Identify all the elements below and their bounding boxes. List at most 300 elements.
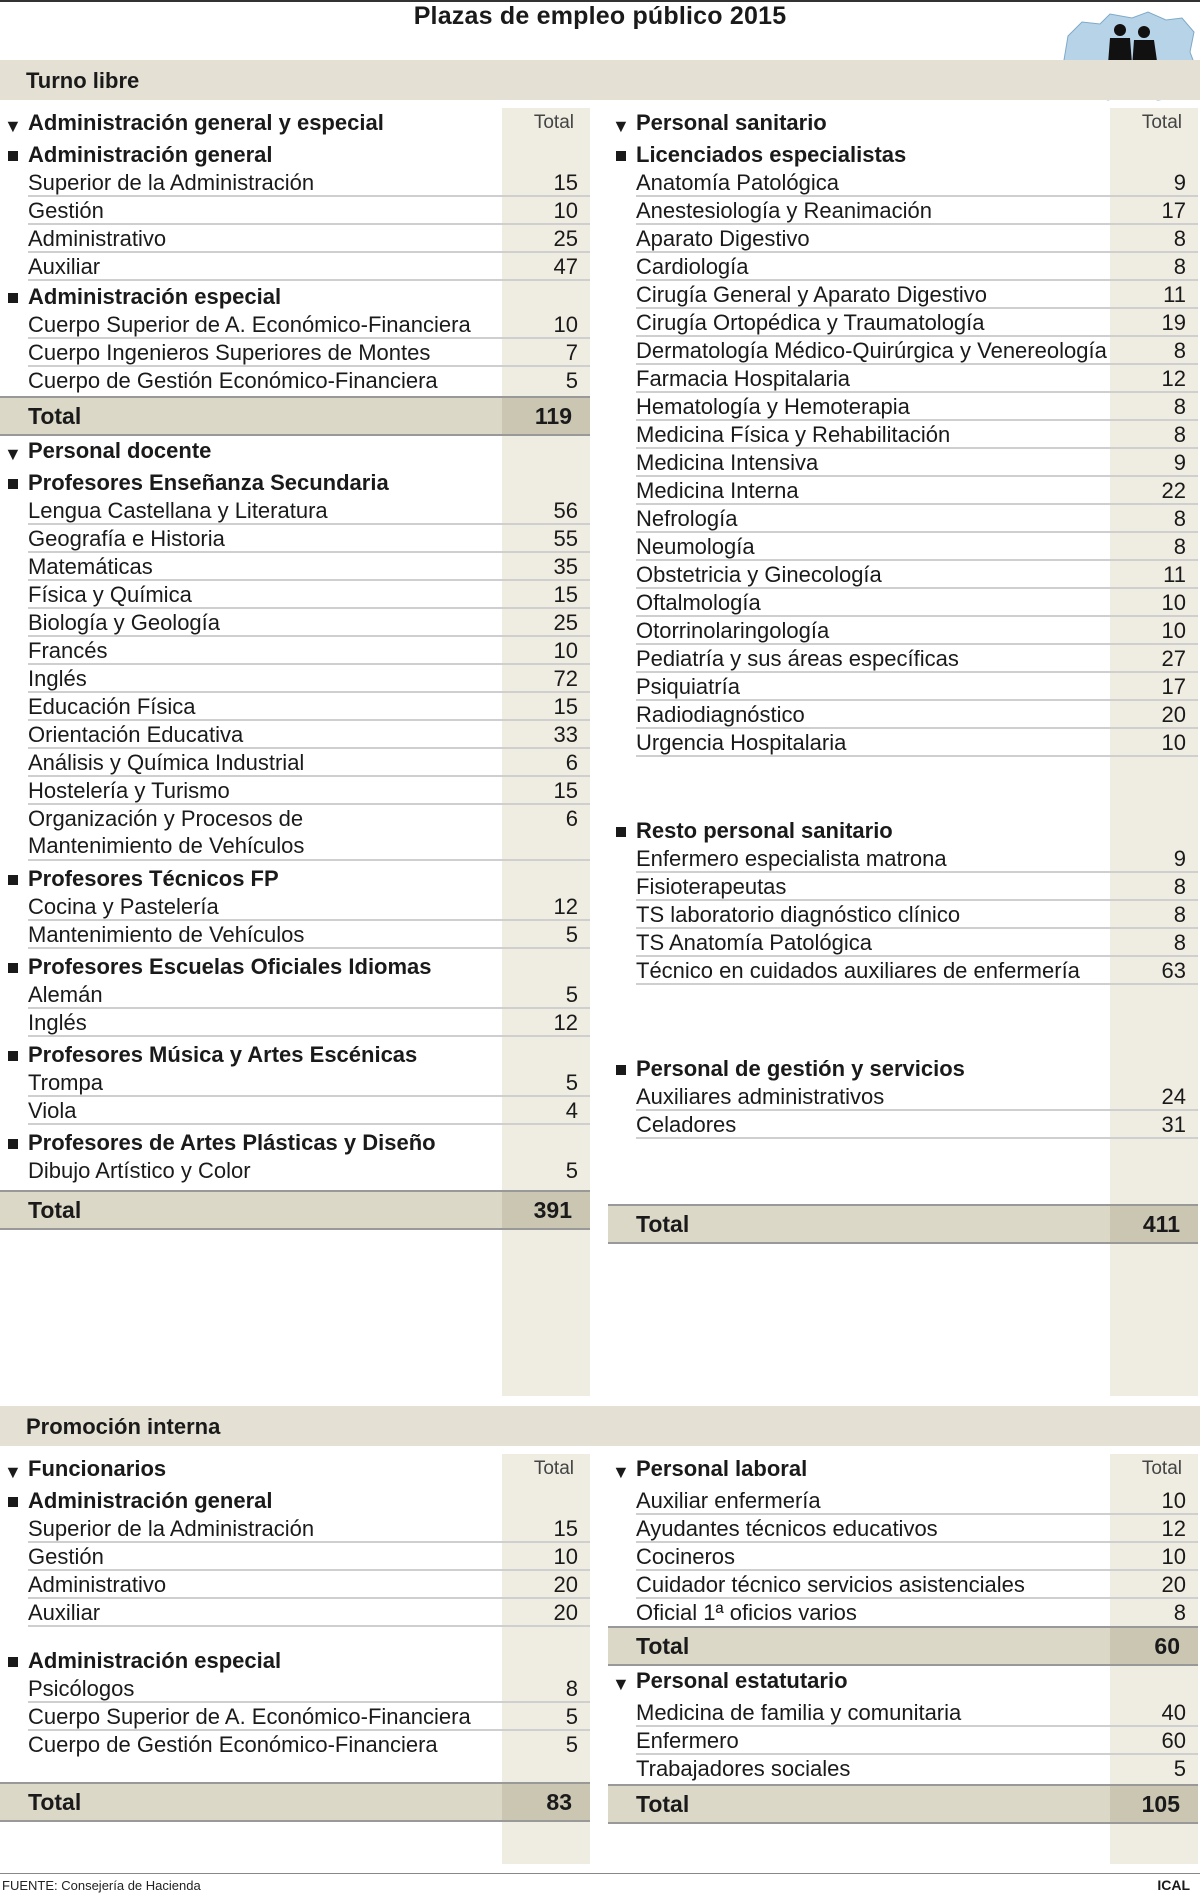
row-label: Superior de la Administración (28, 170, 315, 195)
row-value: 6 (565, 750, 578, 775)
table-row (608, 900, 1198, 930)
table-row (608, 476, 1198, 506)
table-row (0, 580, 590, 610)
table-row (608, 616, 1198, 646)
row-label: Fisioterapeutas (636, 874, 787, 899)
row-value: 5 (565, 1158, 578, 1183)
triangle-icon: ▼ (4, 444, 22, 464)
row-value: 9 (1173, 450, 1186, 475)
row-value: 22 (1161, 478, 1186, 503)
square-bullet-icon (8, 1657, 18, 1667)
row-value: 20 (553, 1572, 578, 1597)
row-label: Enfermero (636, 1728, 739, 1753)
row-value: 17 (1161, 674, 1186, 699)
row-label: Orientación Educativa (28, 722, 244, 747)
row-label-line2: Mantenimiento de Vehículos (28, 833, 305, 858)
source-note: FUENTE: Consejería de Hacienda (2, 1878, 201, 1893)
row-value: 15 (553, 170, 578, 195)
subgroup-heading (608, 1054, 1198, 1084)
table-row (608, 672, 1198, 702)
row-label: Anatomía Patológica (636, 170, 840, 195)
row-divider (28, 947, 590, 949)
table-row (0, 1514, 590, 1544)
triangle-icon: ▼ (612, 1674, 630, 1694)
table-row (608, 1698, 1198, 1728)
row-value: 72 (553, 666, 578, 691)
table-row (608, 504, 1198, 534)
row-label: Psiquiatría (636, 674, 740, 699)
table-row (608, 224, 1198, 254)
table-row (0, 980, 590, 1010)
table-row (0, 1068, 590, 1098)
row-label: Auxiliar enfermería (636, 1488, 821, 1513)
total-row (0, 396, 590, 436)
row-value: 10 (1161, 730, 1186, 755)
table-row (608, 196, 1198, 226)
total-label: Total (28, 1197, 82, 1223)
group-label: Personal sanitario (636, 110, 827, 135)
row-value: 15 (553, 582, 578, 607)
subgroup-heading (0, 1040, 590, 1070)
subgroup-heading (608, 816, 1198, 846)
row-value: 8 (1173, 1600, 1186, 1625)
row-divider (636, 983, 1198, 985)
row-label: Otorrinolaringología (636, 618, 830, 643)
table-row (0, 892, 590, 922)
group-label: Administración general y especial (28, 110, 384, 135)
table-row (0, 252, 590, 282)
row-label: Gestión (28, 1544, 104, 1569)
row-value: 33 (553, 722, 578, 747)
row-label: Administrativo (28, 1572, 167, 1597)
total-label: Total (636, 1211, 690, 1237)
row-label: Análisis y Química Industrial (28, 750, 305, 775)
row-value: 8 (1173, 930, 1186, 955)
table-row (608, 364, 1198, 394)
section-turno-libre (0, 60, 1200, 100)
row-value: 24 (1161, 1084, 1186, 1109)
subgroup-label: Profesores Música y Artes Escénicas (28, 1042, 418, 1067)
group-label: Funcionarios (28, 1456, 167, 1481)
subgroup-heading (0, 1486, 590, 1516)
group-heading (608, 1454, 1198, 1484)
row-label: Medicina Intensiva (636, 450, 819, 475)
group-heading (608, 108, 1198, 138)
table-row (0, 1008, 590, 1038)
table-row (608, 168, 1198, 198)
row-value: 8 (1173, 254, 1186, 279)
row-label: Cocina y Pastelería (28, 894, 219, 919)
group-label: Personal estatutario (636, 1668, 848, 1693)
row-value: 8 (565, 1676, 578, 1701)
table-row (608, 1570, 1198, 1600)
row-label-line1: Organización y Procesos de (28, 806, 304, 831)
table-row (608, 644, 1198, 674)
row-label: TS Anatomía Patológica (636, 930, 873, 955)
tl-left-column (0, 108, 590, 1396)
row-value: 10 (1161, 618, 1186, 643)
table-row (0, 1570, 590, 1600)
row-value: 8 (1173, 506, 1186, 531)
row-value: 25 (553, 226, 578, 251)
row-value: 15 (553, 778, 578, 803)
row-label: Auxiliar (28, 1600, 101, 1625)
row-label: Cuerpo Superior de A. Económico-Financiera (28, 1704, 471, 1729)
subgroup-label: Administración especial (28, 1648, 282, 1673)
row-label: Trompa (28, 1070, 103, 1095)
table-row (608, 532, 1198, 562)
row-value: 8 (1173, 534, 1186, 559)
table-row (608, 448, 1198, 478)
table-row (0, 920, 590, 950)
pi-left-column (0, 1454, 590, 1864)
row-label: TS laboratorio diagnóstico clínico (636, 902, 961, 927)
row-label: Urgencia Hospitalaria (636, 730, 847, 755)
table-row (0, 366, 590, 396)
subgroup-heading (0, 282, 590, 312)
table-row (608, 956, 1198, 986)
footer-rule (0, 1873, 1200, 1874)
total-value: 83 (546, 1789, 572, 1815)
row-label: Medicina de familia y comunitaria (636, 1700, 962, 1725)
subgroup-label: Administración especial (28, 284, 282, 309)
row-value: 35 (553, 554, 578, 579)
row-value: 17 (1161, 198, 1186, 223)
row-value: 6 (565, 806, 578, 831)
table-row (0, 496, 590, 526)
table-row (0, 1730, 590, 1760)
triangle-icon: ▼ (612, 1462, 630, 1482)
column-header-total: Total (1141, 1458, 1182, 1479)
row-divider (636, 755, 1198, 757)
row-divider (28, 859, 590, 861)
row-label: Cirugía Ortopédica y Traumatología (636, 310, 985, 335)
row-value: 7 (565, 340, 578, 365)
table-row (608, 1542, 1198, 1572)
row-value: 9 (1173, 846, 1186, 871)
table-row (0, 1156, 590, 1186)
row-value: 10 (553, 1544, 578, 1569)
row-label: Cuerpo de Gestión Económico-Financiera (28, 368, 438, 393)
table-row (608, 1754, 1198, 1784)
row-value: 63 (1161, 958, 1186, 983)
subgroup-label: Profesores Enseñanza Secundaria (28, 470, 389, 495)
row-divider (28, 1123, 590, 1125)
row-label: Radiodiagnóstico (636, 702, 805, 727)
row-label: Superior de la Administración (28, 1516, 315, 1541)
square-bullet-icon (8, 1051, 18, 1061)
section-promocion-interna (0, 1406, 1200, 1446)
row-value: 60 (1161, 1728, 1186, 1753)
table-row (0, 1702, 590, 1732)
row-label: Nefrología (636, 506, 738, 531)
row-value: 56 (553, 498, 578, 523)
table-row (608, 392, 1198, 422)
row-divider (28, 1625, 590, 1627)
row-label: Geografía e Historia (28, 526, 225, 551)
row-label: Cuerpo de Gestión Económico-Financiera (28, 1732, 438, 1757)
table-row (608, 872, 1198, 902)
row-value: 5 (565, 982, 578, 1007)
table-row (608, 336, 1198, 366)
table-row (608, 1598, 1198, 1628)
table-row (608, 844, 1198, 874)
row-divider (28, 1035, 590, 1037)
row-value: 11 (1163, 562, 1186, 587)
total-label: Total (636, 1633, 690, 1659)
total-value: 119 (534, 403, 572, 429)
triangle-icon: ▼ (612, 116, 630, 136)
row-value: 12 (1161, 1516, 1186, 1541)
row-label: Cardiología (636, 254, 749, 279)
row-value: 9 (1173, 170, 1186, 195)
table-row (0, 338, 590, 368)
row-value: 25 (553, 610, 578, 635)
subgroup-label: Profesores de Artes Plásticas y Diseño (28, 1130, 436, 1155)
column-header-total: Total (1141, 112, 1182, 133)
table-row (0, 776, 590, 806)
row-label: Física y Química (28, 582, 192, 607)
subgroup-heading (0, 140, 590, 170)
subgroup-heading (0, 1646, 590, 1676)
row-label: Hostelería y Turismo (28, 778, 230, 803)
group-heading (608, 1666, 1198, 1696)
row-value: 55 (553, 526, 578, 551)
subgroup-heading (0, 468, 590, 498)
row-label: Gestión (28, 198, 104, 223)
table-row (0, 664, 590, 694)
row-value: 31 (1161, 1112, 1186, 1137)
subgroup-heading (0, 952, 590, 982)
section-title: Promoción interna (26, 1414, 221, 1439)
table-row (608, 252, 1198, 282)
square-bullet-icon (8, 151, 18, 161)
subgroup-heading (0, 864, 590, 894)
row-value: 12 (1161, 366, 1186, 391)
row-value: 12 (553, 894, 578, 919)
table-row (0, 552, 590, 582)
row-label: Cuidador técnico servicios asistenciales (636, 1572, 1025, 1597)
row-label: Francés (28, 638, 108, 663)
square-bullet-icon (616, 151, 626, 161)
row-value: 5 (565, 368, 578, 393)
row-label: Celadores (636, 1112, 737, 1137)
row-value: 8 (1173, 338, 1186, 363)
table-row (608, 928, 1198, 958)
square-bullet-icon (8, 479, 18, 489)
row-value: 19 (1161, 310, 1186, 335)
row-value: 8 (1173, 226, 1186, 251)
row-value: 5 (1173, 1756, 1186, 1781)
total-label: Total (28, 1789, 82, 1815)
total-value: 60 (1154, 1633, 1180, 1659)
total-label: Total (636, 1791, 690, 1817)
square-bullet-icon (8, 293, 18, 303)
agency-credit: ICAL (1157, 1877, 1190, 1893)
row-label: Medicina Física y Rehabilitación (636, 422, 951, 447)
triangle-icon: ▼ (4, 116, 22, 136)
row-value: 5 (565, 922, 578, 947)
row-value: 10 (1161, 1544, 1186, 1569)
column-header-total: Total (533, 1458, 574, 1479)
row-label: Anestesiología y Reanimación (636, 198, 932, 223)
row-label: Auxiliares administrativos (636, 1084, 885, 1109)
subgroup-label: Personal de gestión y servicios (636, 1056, 965, 1081)
subgroup-label: Profesores Técnicos FP (28, 866, 279, 891)
table-row (0, 692, 590, 722)
row-value: 5 (565, 1732, 578, 1757)
subgroup-label: Licenciados especialistas (636, 142, 907, 167)
column-header-total: Total (533, 112, 574, 133)
row-label: Mantenimiento de Vehículos (28, 922, 305, 947)
table-row (0, 196, 590, 226)
table-row (0, 636, 590, 666)
table-row (0, 720, 590, 750)
row-label: Dermatología Médico-Quirúrgica y Venereología (636, 338, 1107, 363)
total-row (0, 1190, 590, 1230)
table-row (608, 420, 1198, 450)
table-row (0, 168, 590, 198)
row-label: Biología y Geología (28, 610, 221, 635)
subgroup-label: Administración general (28, 1488, 273, 1513)
row-value: 12 (553, 1010, 578, 1035)
row-value: 40 (1161, 1700, 1186, 1725)
page-title: Plazas de empleo público 2015 (413, 2, 787, 30)
total-value: 391 (533, 1197, 572, 1223)
square-bullet-icon (8, 963, 18, 973)
row-label: Enfermero especialista matrona (636, 846, 947, 871)
row-value: 10 (553, 312, 578, 337)
row-label: Cirugía General y Aparato Digestivo (636, 282, 987, 307)
row-label: Aparato Digestivo (636, 226, 810, 251)
table-row (608, 1726, 1198, 1756)
square-bullet-icon (8, 1139, 18, 1149)
row-value: 8 (1173, 874, 1186, 899)
row-label: Obstetricia y Ginecología (636, 562, 882, 587)
square-bullet-icon (616, 1065, 626, 1075)
table-row (608, 1110, 1198, 1140)
row-label: Educación Física (28, 694, 196, 719)
row-value: 20 (553, 1600, 578, 1625)
pi-right-column (608, 1454, 1198, 1864)
subgroup-label: Resto personal sanitario (636, 818, 893, 843)
group-heading (0, 108, 590, 138)
row-label: Alemán (28, 982, 103, 1007)
table-row (0, 1542, 590, 1572)
table-row (0, 608, 590, 638)
total-row (0, 1782, 590, 1822)
table-row (608, 1486, 1198, 1516)
row-value: 8 (1173, 422, 1186, 447)
subgroup-heading (0, 1128, 590, 1158)
total-value: 105 (1141, 1791, 1180, 1817)
group-heading (0, 436, 590, 466)
row-label: Lengua Castellana y Literatura (28, 498, 328, 523)
group-heading (0, 1454, 590, 1484)
total-row (608, 1784, 1198, 1824)
total-label: Total (28, 403, 82, 429)
row-value: 10 (553, 638, 578, 663)
row-value: 47 (553, 254, 578, 279)
row-value: 5 (565, 1704, 578, 1729)
row-label: Oftalmología (636, 590, 761, 615)
row-label: Hematología y Hemoterapia (636, 394, 910, 419)
row-label: Inglés (28, 1010, 87, 1035)
row-label: Matemáticas (28, 554, 153, 579)
row-label: Técnico en cuidados auxiliares de enfermería (636, 958, 1080, 983)
row-label: Administrativo (28, 226, 167, 251)
row-value: 11 (1163, 282, 1186, 307)
row-divider (28, 279, 590, 281)
row-value: 4 (565, 1098, 578, 1123)
row-value: 10 (553, 198, 578, 223)
table-row (0, 1598, 590, 1628)
table-row (608, 560, 1198, 590)
row-label: Psicólogos (28, 1676, 135, 1701)
table-row (608, 1082, 1198, 1112)
total-row (608, 1204, 1198, 1244)
table-row (608, 280, 1198, 310)
row-value: 15 (553, 1516, 578, 1541)
row-label: Pediatría y sus áreas específicas (636, 646, 959, 671)
subgroup-label: Administración general (28, 142, 273, 167)
table-row (608, 1514, 1198, 1544)
row-label: Ayudantes técnicos educativos (636, 1516, 938, 1541)
subgroup-label: Profesores Escuelas Oficiales Idiomas (28, 954, 432, 979)
row-label: Dibujo Artístico y Color (28, 1158, 251, 1183)
table-row (0, 524, 590, 554)
total-row (608, 1626, 1198, 1666)
row-value: 5 (565, 1070, 578, 1095)
row-value: 10 (1161, 590, 1186, 615)
section-title: Turno libre (26, 68, 140, 93)
table-row (0, 1674, 590, 1704)
triangle-icon: ▼ (4, 1462, 22, 1482)
row-divider (636, 1137, 1198, 1139)
row-label: Medicina Interna (636, 478, 799, 503)
table-row (0, 1096, 590, 1126)
group-label: Personal laboral (636, 1456, 808, 1481)
row-value: 15 (553, 694, 578, 719)
table-row (0, 224, 590, 254)
table-row (608, 728, 1198, 758)
table-row (608, 308, 1198, 338)
row-label: Farmacia Hospitalaria (636, 366, 850, 391)
row-value: 27 (1161, 646, 1186, 671)
row-label: Trabajadores sociales (636, 1756, 851, 1781)
square-bullet-icon (616, 827, 626, 837)
subgroup-heading (608, 140, 1198, 170)
row-value: 20 (1161, 702, 1186, 727)
total-value: 411 (1142, 1211, 1180, 1237)
tl-right-column (608, 108, 1198, 1396)
table-row (0, 748, 590, 778)
row-value: 8 (1173, 902, 1186, 927)
row-label: Inglés (28, 666, 87, 691)
square-bullet-icon (8, 1497, 18, 1507)
table-row (0, 310, 590, 340)
table-row (0, 804, 590, 860)
row-value: 8 (1173, 394, 1186, 419)
row-label: Cuerpo Superior de A. Económico-Financiera (28, 312, 471, 337)
row-label: Auxiliar (28, 254, 101, 279)
square-bullet-icon (8, 875, 18, 885)
row-value: 10 (1161, 1488, 1186, 1513)
row-value: 20 (1161, 1572, 1186, 1597)
table-row (608, 588, 1198, 618)
row-label: Cocineros (636, 1544, 736, 1569)
row-label: Oficial 1ª oficios varios (636, 1600, 857, 1625)
